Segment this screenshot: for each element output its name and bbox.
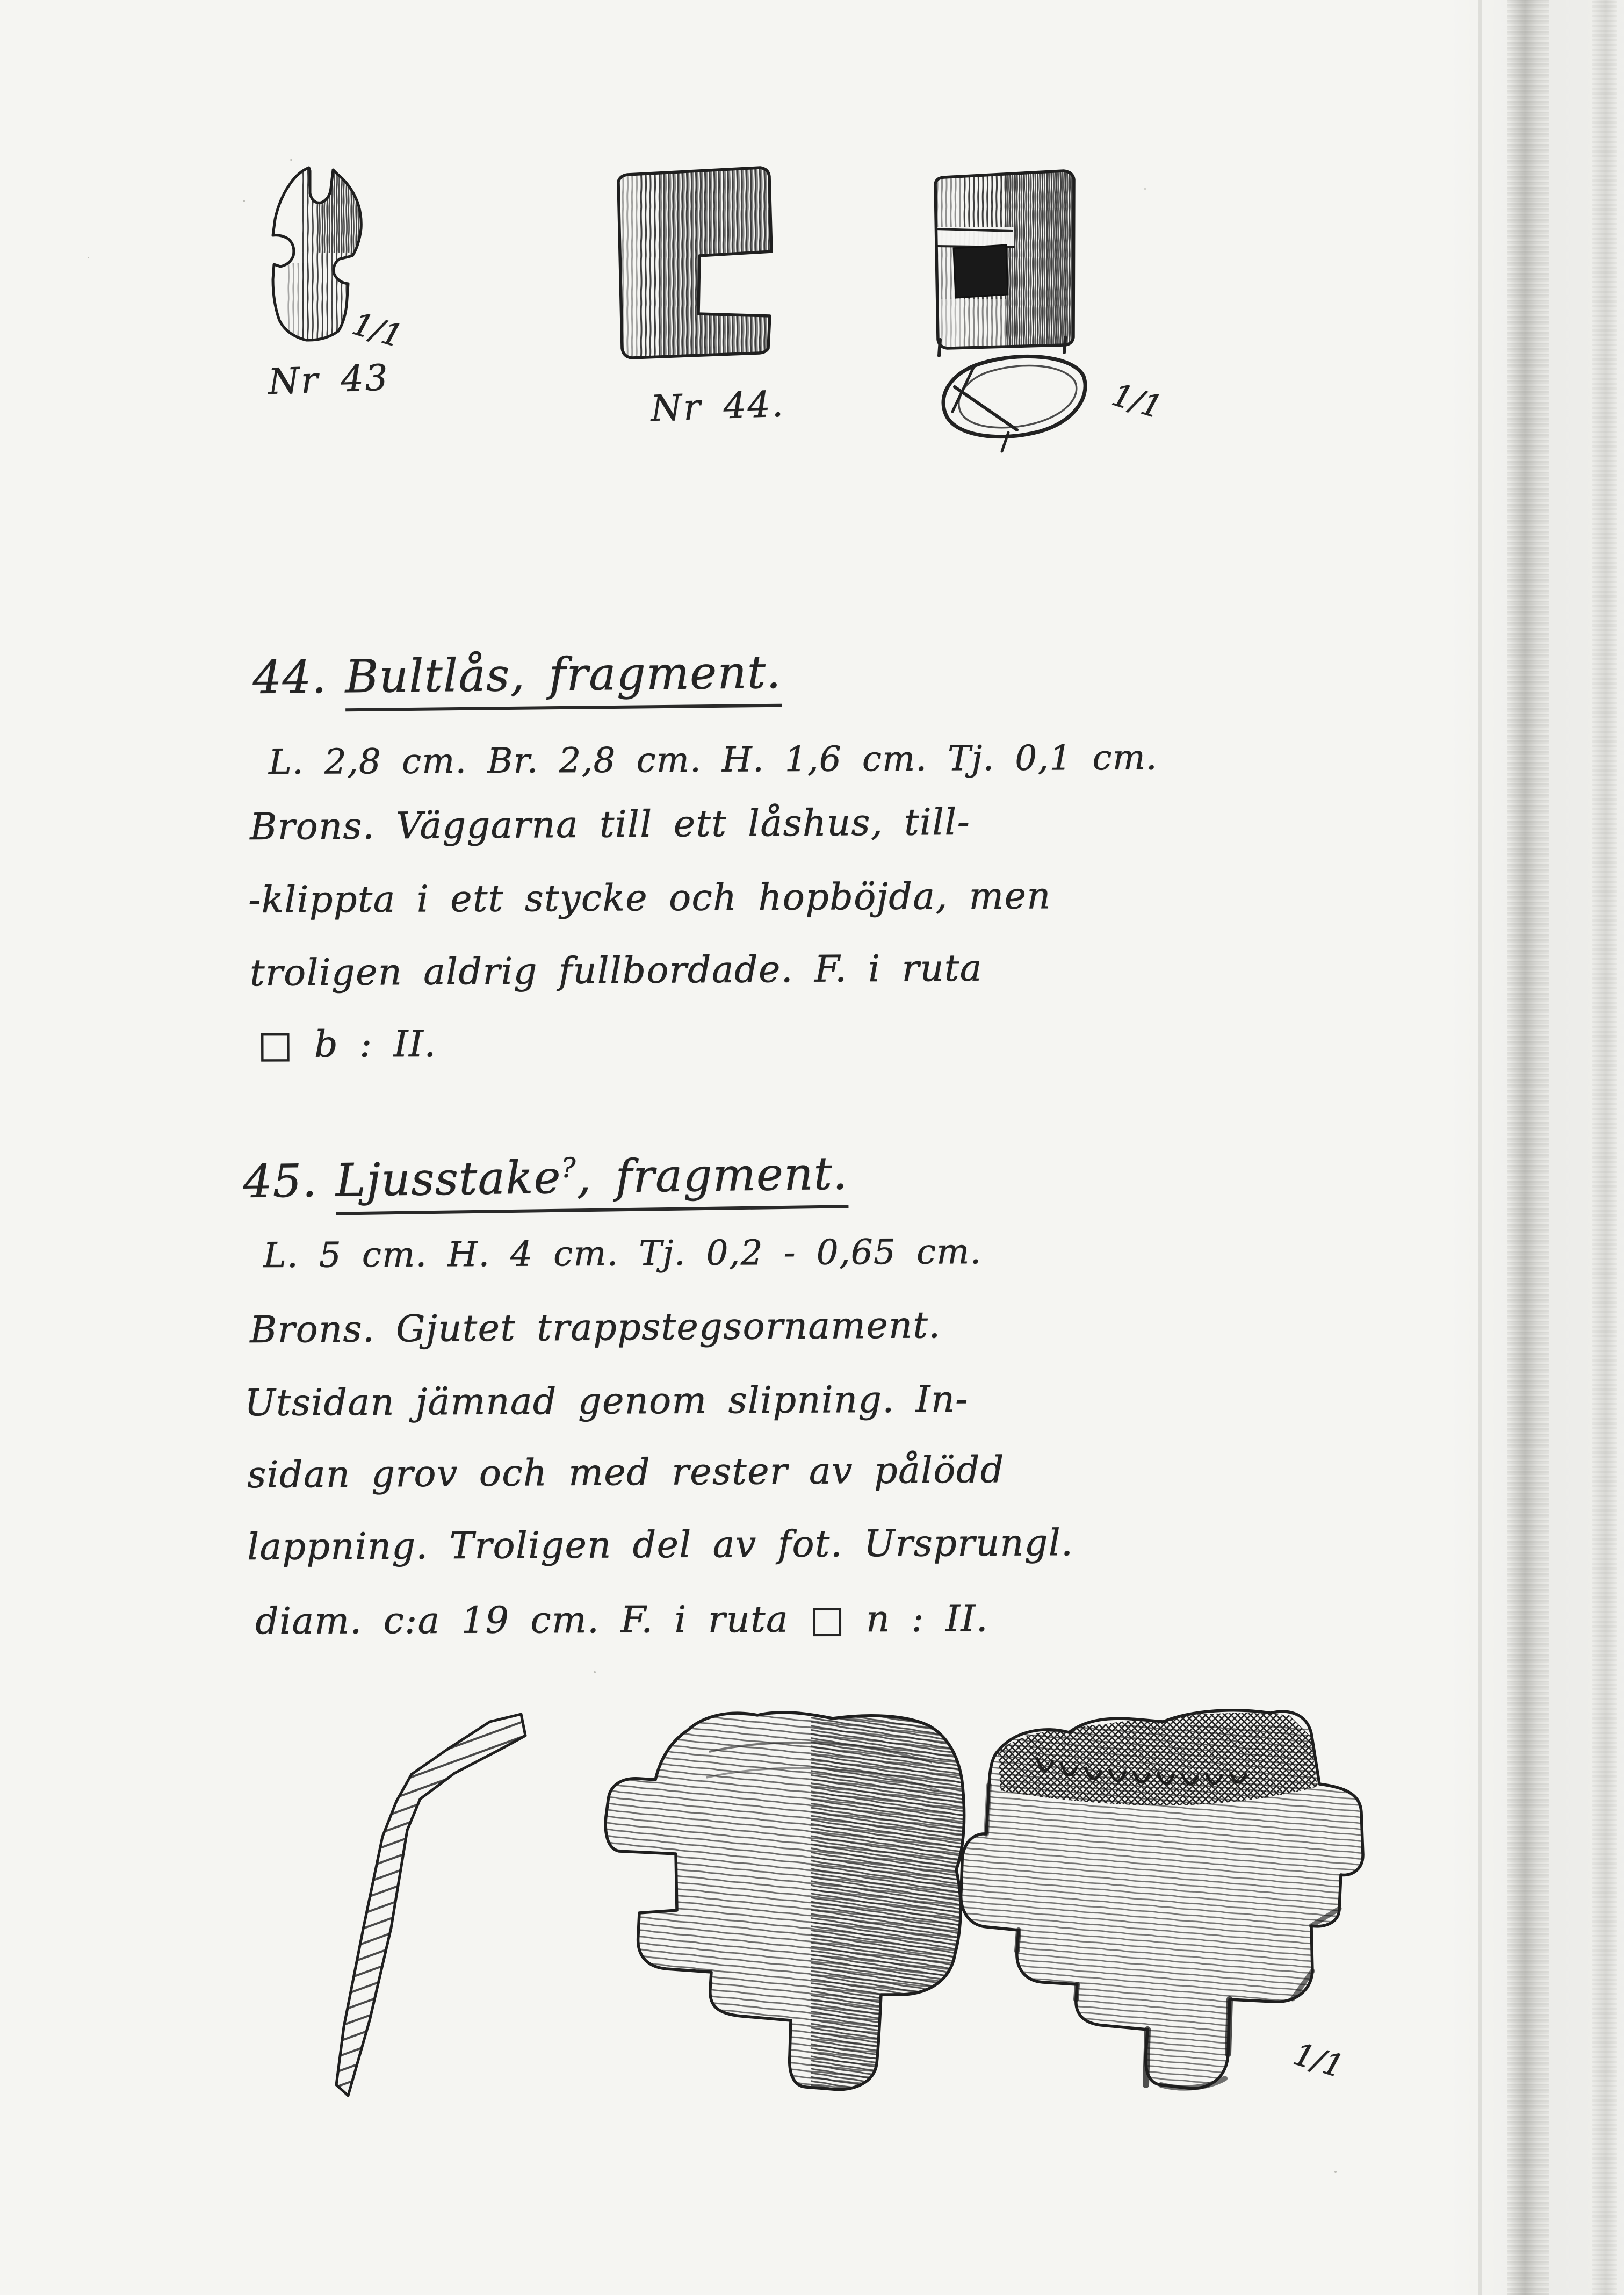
figure-fragment-middle-sketch bbox=[580, 1687, 988, 2117]
entry-45-title-question: ? bbox=[561, 1152, 577, 1184]
tick-mark-left bbox=[939, 340, 940, 356]
figure-profile-strip-sketch bbox=[322, 1698, 548, 2112]
entry-45-title-rest: , fragment. bbox=[576, 1147, 848, 1204]
entry-44-line-2: Brons. Väggarna till ett låshus, till- bbox=[250, 801, 971, 848]
entry-45-heading bbox=[243, 1147, 848, 1217]
entry-44-line-5: □ b : II. bbox=[258, 1023, 437, 1066]
entry-44-line-4: troligen aldrig fullbordade. F. i ruta bbox=[250, 947, 983, 995]
entry-45-line-3: Utsidan jämnad genom slipning. In- bbox=[244, 1378, 969, 1425]
paper-speck bbox=[594, 1671, 596, 1673]
paper-speck bbox=[1334, 2171, 1337, 2173]
entry-44-heading bbox=[252, 646, 782, 713]
artifact-44a-hatching bbox=[618, 167, 775, 360]
scale-mark-nr44: 1/1 bbox=[1108, 376, 1167, 426]
entry-45-line-measurements: L. 5 cm. H. 4 cm. Tj. 0,2 - 0,65 cm. bbox=[263, 1232, 982, 1276]
entry-44-title bbox=[345, 646, 782, 711]
entry-45-title-text: Ljusstake bbox=[335, 1150, 562, 1207]
entry-45-line-5: lappning. Troligen del av fot. Ursprungl. bbox=[247, 1521, 1074, 1569]
entry-45-line-2: Brons. Gjutet trappstegsornament. bbox=[250, 1304, 941, 1351]
page-edge-band-outer bbox=[1592, 0, 1617, 2295]
entry-44-line-3: -klippta i ett stycke och hopböjda, men bbox=[248, 875, 1051, 922]
strip-hatching bbox=[322, 1698, 548, 2112]
paper-speck bbox=[290, 159, 292, 161]
figure-nr44-block-sketch bbox=[607, 161, 784, 371]
tick-mark-right bbox=[1064, 337, 1065, 352]
figure-label-nr44: Nr 44. bbox=[650, 383, 785, 429]
entry-45-title bbox=[335, 1147, 848, 1215]
entry-44-number: 44. bbox=[252, 650, 328, 704]
entry-45-line-4: sidan grov och med rester av pålödd bbox=[247, 1449, 1005, 1497]
entry-45-number: 45. bbox=[243, 1154, 318, 1208]
figure-label-nr43: Nr 43 bbox=[268, 357, 390, 402]
scale-mark-bottom: 1/1 bbox=[1289, 2035, 1348, 2085]
paper-speck bbox=[1144, 188, 1146, 190]
entry-45-line-6: diam. c:a 19 cm. F. i ruta □ n : II. bbox=[255, 1598, 989, 1643]
entry-44-title-text: Bultlås, fragment. bbox=[345, 645, 782, 703]
page-crease-line bbox=[1478, 0, 1482, 2295]
paper-speck bbox=[243, 200, 245, 202]
paper-speck bbox=[88, 257, 89, 258]
crushed-rim-band bbox=[998, 1713, 1317, 1805]
page-edge-band bbox=[1507, 0, 1549, 2295]
dark-hole bbox=[954, 245, 1008, 298]
entry-44-line-measurements: L. 2,8 cm. Br. 2,8 cm. H. 1,6 cm. Tj. 0,1 cm. bbox=[269, 738, 1158, 782]
wire-loop-sketch bbox=[943, 356, 1085, 451]
scale-mark-nr43: 1/1 bbox=[348, 305, 407, 355]
